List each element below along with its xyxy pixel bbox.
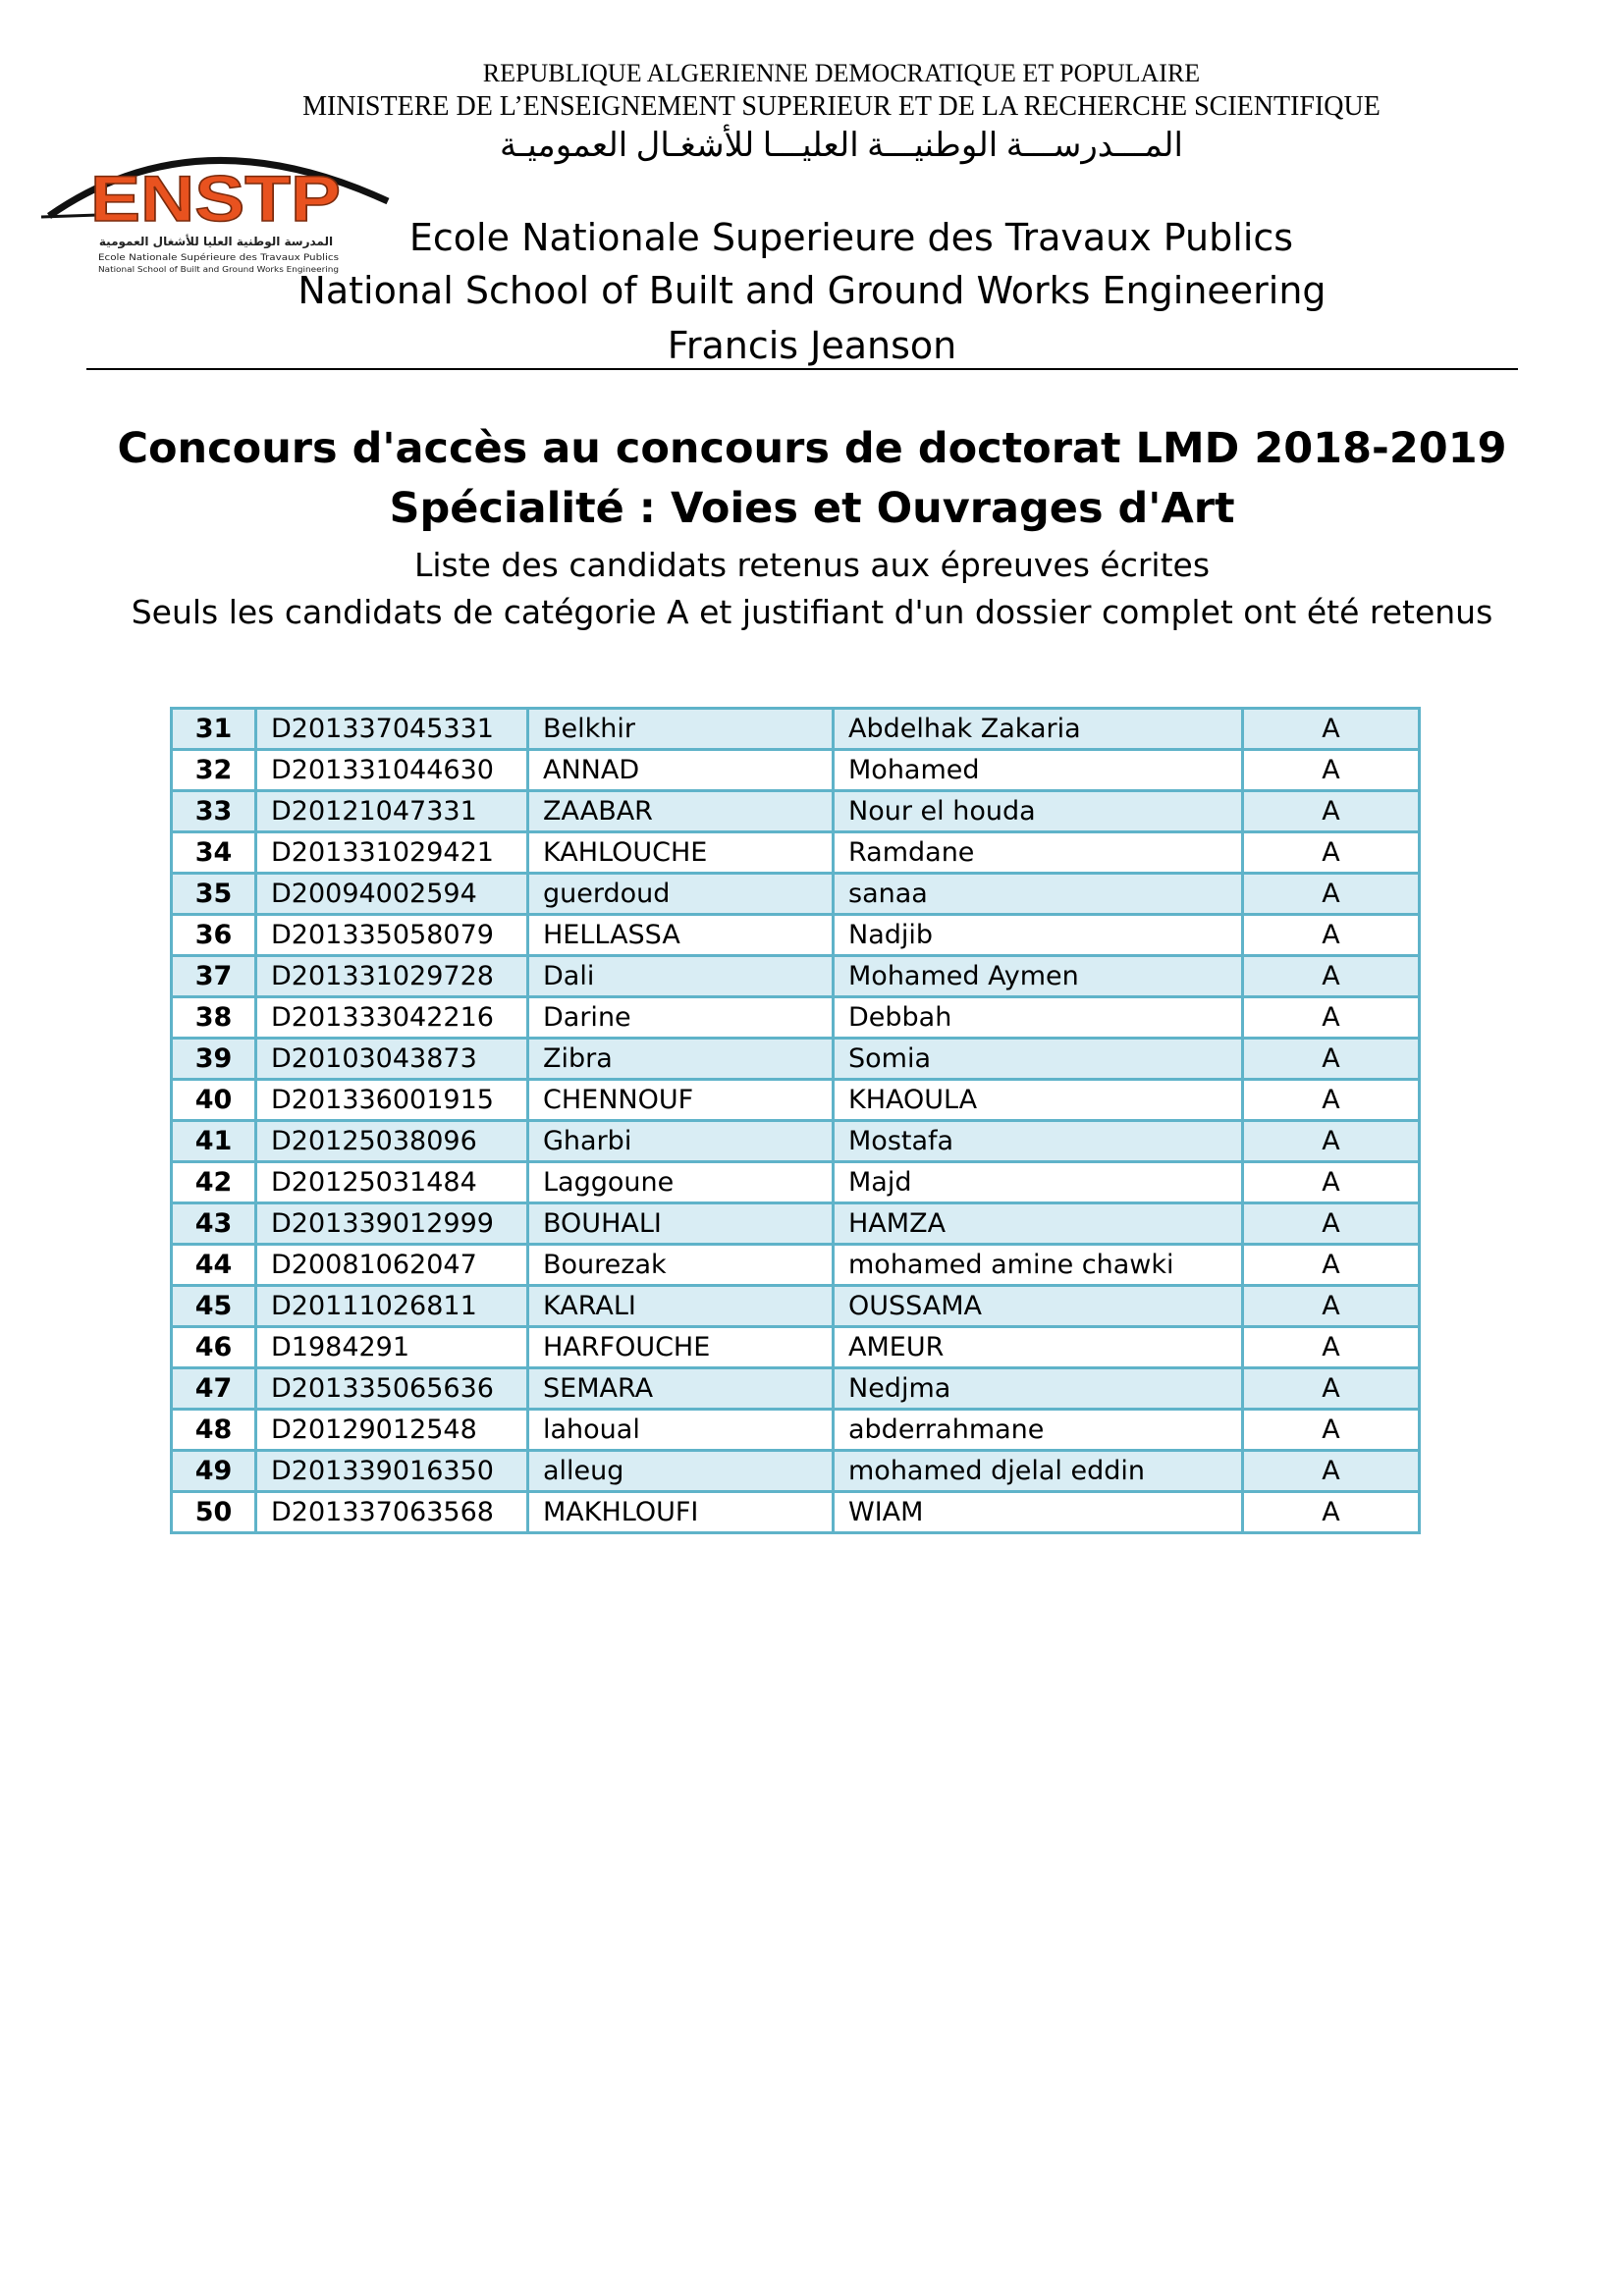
candidate-id: D201331044630 bbox=[256, 750, 528, 791]
candidate-first-name: mohamed amine chawki bbox=[834, 1245, 1243, 1286]
candidate-last-name: HELLASSA bbox=[528, 915, 834, 956]
table-row bbox=[172, 1080, 1420, 1121]
candidate-first-name: Somia bbox=[834, 1039, 1243, 1080]
list-subtitle: Liste des candidats retenus aux épreuves écrites bbox=[413, 546, 1211, 584]
logo-en-caption: National School of Built and Ground Works Engineering bbox=[98, 265, 339, 274]
row-number: 42 bbox=[172, 1162, 256, 1203]
candidate-id: D20125031484 bbox=[256, 1162, 528, 1203]
candidate-last-name: MAKHLOUFI bbox=[528, 1492, 834, 1533]
candidate-id: D20094002594 bbox=[256, 874, 528, 915]
candidate-first-name: WIAM bbox=[834, 1492, 1243, 1533]
candidate-first-name: HAMZA bbox=[834, 1203, 1243, 1245]
row-number: 44 bbox=[172, 1245, 256, 1286]
candidate-category: A bbox=[1243, 1121, 1420, 1162]
candidate-id: D20129012548 bbox=[256, 1410, 528, 1451]
row-number: 40 bbox=[172, 1080, 256, 1121]
table-row bbox=[172, 1162, 1420, 1203]
table-row bbox=[172, 1492, 1420, 1533]
candidate-id: D201337063568 bbox=[256, 1492, 528, 1533]
candidate-id: D201337045331 bbox=[256, 709, 528, 750]
row-number: 32 bbox=[172, 750, 256, 791]
table-row bbox=[172, 1245, 1420, 1286]
candidate-last-name: guerdoud bbox=[528, 874, 834, 915]
logo-fr-caption: Ecole Nationale Supérieure des Travaux Publics bbox=[98, 253, 308, 263]
candidate-last-name: BOUHALI bbox=[528, 1203, 834, 1245]
candidates-table bbox=[170, 707, 1421, 1534]
candidate-category: A bbox=[1243, 1245, 1420, 1286]
candidate-category: A bbox=[1243, 709, 1420, 750]
candidate-last-name: Darine bbox=[528, 997, 834, 1039]
candidate-id: D201339016350 bbox=[256, 1451, 528, 1492]
candidate-first-name: abderrahmane bbox=[834, 1410, 1243, 1451]
table-row bbox=[172, 750, 1420, 791]
candidate-id: D20111026811 bbox=[256, 1286, 528, 1327]
candidate-first-name: Nedjma bbox=[834, 1368, 1243, 1410]
selection-note: Seuls les candidats de catégorie A et justifiant d'un dossier complet ont été retenus bbox=[131, 593, 1493, 631]
candidate-first-name: OUSSAMA bbox=[834, 1286, 1243, 1327]
candidate-last-name: Laggoune bbox=[528, 1162, 834, 1203]
table-row bbox=[172, 956, 1420, 997]
candidate-id: D20081062047 bbox=[256, 1245, 528, 1286]
candidate-first-name: AMEUR bbox=[834, 1327, 1243, 1368]
table-row bbox=[172, 874, 1420, 915]
candidate-category: A bbox=[1243, 1410, 1420, 1451]
school-name-en: National School of Built and Ground Works Engineering bbox=[298, 269, 1326, 312]
logo-wordmark: ENSTP bbox=[90, 162, 341, 235]
candidate-first-name: Ramdane bbox=[834, 832, 1243, 874]
candidate-category: A bbox=[1243, 832, 1420, 874]
row-number: 47 bbox=[172, 1368, 256, 1410]
candidate-category: A bbox=[1243, 1492, 1420, 1533]
candidate-last-name: lahoual bbox=[528, 1410, 834, 1451]
candidate-id: D20103043873 bbox=[256, 1039, 528, 1080]
table-row bbox=[172, 832, 1420, 874]
school-name-fr: Ecole Nationale Superieure des Travaux Publics bbox=[408, 216, 1294, 259]
row-number: 49 bbox=[172, 1451, 256, 1492]
table-row bbox=[172, 997, 1420, 1039]
candidate-last-name: Zibra bbox=[528, 1039, 834, 1080]
candidate-last-name: CHENNOUF bbox=[528, 1080, 834, 1121]
arabic-school-heading: المـــدرســـة الوطنيـــة العليـــا للأشغـال العموميـة bbox=[500, 128, 1183, 164]
row-number: 31 bbox=[172, 709, 256, 750]
candidate-category: A bbox=[1243, 1327, 1420, 1368]
candidate-category: A bbox=[1243, 1039, 1420, 1080]
table-row bbox=[172, 1410, 1420, 1451]
candidate-first-name: Nour el houda bbox=[834, 791, 1243, 832]
candidate-last-name: SEMARA bbox=[528, 1368, 834, 1410]
candidate-last-name: Belkhir bbox=[528, 709, 834, 750]
candidate-category: A bbox=[1243, 1162, 1420, 1203]
candidate-id: D20125038096 bbox=[256, 1121, 528, 1162]
candidate-id: D201333042216 bbox=[256, 997, 528, 1039]
candidate-id: D20121047331 bbox=[256, 791, 528, 832]
row-number: 43 bbox=[172, 1203, 256, 1245]
table-row bbox=[172, 1286, 1420, 1327]
row-number: 39 bbox=[172, 1039, 256, 1080]
school-dedication: Francis Jeanson bbox=[667, 324, 957, 367]
row-number: 36 bbox=[172, 915, 256, 956]
candidate-id: D201339012999 bbox=[256, 1203, 528, 1245]
candidate-id: D201335065636 bbox=[256, 1368, 528, 1410]
candidate-category: A bbox=[1243, 915, 1420, 956]
row-number: 45 bbox=[172, 1286, 256, 1327]
candidate-last-name: KARALI bbox=[528, 1286, 834, 1327]
candidate-category: A bbox=[1243, 791, 1420, 832]
table-row bbox=[172, 791, 1420, 832]
candidate-first-name: Nadjib bbox=[834, 915, 1243, 956]
candidate-last-name: KAHLOUCHE bbox=[528, 832, 834, 874]
table-row bbox=[172, 1121, 1420, 1162]
candidate-last-name: ZAABAR bbox=[528, 791, 834, 832]
candidate-first-name: Mohamed Aymen bbox=[834, 956, 1243, 997]
candidate-category: A bbox=[1243, 1080, 1420, 1121]
candidate-first-name: sanaa bbox=[834, 874, 1243, 915]
candidate-first-name: mohamed djelal eddin bbox=[834, 1451, 1243, 1492]
candidate-category: A bbox=[1243, 750, 1420, 791]
candidate-category: A bbox=[1243, 874, 1420, 915]
candidate-id: D201336001915 bbox=[256, 1080, 528, 1121]
candidate-category: A bbox=[1243, 997, 1420, 1039]
candidate-id: D1984291 bbox=[256, 1327, 528, 1368]
candidate-category: A bbox=[1243, 956, 1420, 997]
table-row bbox=[172, 1451, 1420, 1492]
table-row bbox=[172, 1327, 1420, 1368]
candidate-first-name: Abdelhak Zakaria bbox=[834, 709, 1243, 750]
candidate-first-name: Debbah bbox=[834, 997, 1243, 1039]
candidate-category: A bbox=[1243, 1203, 1420, 1245]
logo-arabic-caption: المدرسة الوطنية العليا للأشغال العمومية bbox=[98, 235, 334, 248]
candidate-category: A bbox=[1243, 1286, 1420, 1327]
candidate-id: D201331029728 bbox=[256, 956, 528, 997]
table-row bbox=[172, 1039, 1420, 1080]
candidate-last-name: Gharbi bbox=[528, 1121, 834, 1162]
candidate-first-name: Mostafa bbox=[834, 1121, 1243, 1162]
header-divider bbox=[86, 368, 1518, 370]
ministry-heading: MINISTERE DE L’ENSEIGNEMENT SUPERIEUR ET DE LA RECHERCHE SCIENTIFIQUE bbox=[302, 91, 1380, 122]
row-number: 37 bbox=[172, 956, 256, 997]
candidate-last-name: HARFOUCHE bbox=[528, 1327, 834, 1368]
republic-heading: REPUBLIQUE ALGERIENNE DEMOCRATIQUE ET POPULAIRE bbox=[482, 59, 1201, 87]
candidate-first-name: KHAOULA bbox=[834, 1080, 1243, 1121]
row-number: 38 bbox=[172, 997, 256, 1039]
row-number: 50 bbox=[172, 1492, 256, 1533]
row-number: 46 bbox=[172, 1327, 256, 1368]
table-row bbox=[172, 915, 1420, 956]
candidate-id: D201331029421 bbox=[256, 832, 528, 874]
row-number: 33 bbox=[172, 791, 256, 832]
table-row bbox=[172, 709, 1420, 750]
candidate-last-name: Bourezak bbox=[528, 1245, 834, 1286]
enstp-logo bbox=[39, 123, 403, 290]
table-row bbox=[172, 1368, 1420, 1410]
row-number: 34 bbox=[172, 832, 256, 874]
table-row bbox=[172, 1203, 1420, 1245]
candidate-category: A bbox=[1243, 1368, 1420, 1410]
candidate-last-name: Dali bbox=[528, 956, 834, 997]
candidate-last-name: ANNAD bbox=[528, 750, 834, 791]
row-number: 41 bbox=[172, 1121, 256, 1162]
row-number: 48 bbox=[172, 1410, 256, 1451]
candidate-first-name: Majd bbox=[834, 1162, 1243, 1203]
candidate-category: A bbox=[1243, 1451, 1420, 1492]
speciality-title: Spécialité : Voies et Ouvrages d'Art bbox=[389, 484, 1235, 533]
candidate-id: D201335058079 bbox=[256, 915, 528, 956]
page-title: Concours d'accès au concours de doctorat LMD 2018-2019 bbox=[117, 424, 1507, 473]
candidate-first-name: Mohamed bbox=[834, 750, 1243, 791]
candidate-last-name: alleug bbox=[528, 1451, 834, 1492]
row-number: 35 bbox=[172, 874, 256, 915]
